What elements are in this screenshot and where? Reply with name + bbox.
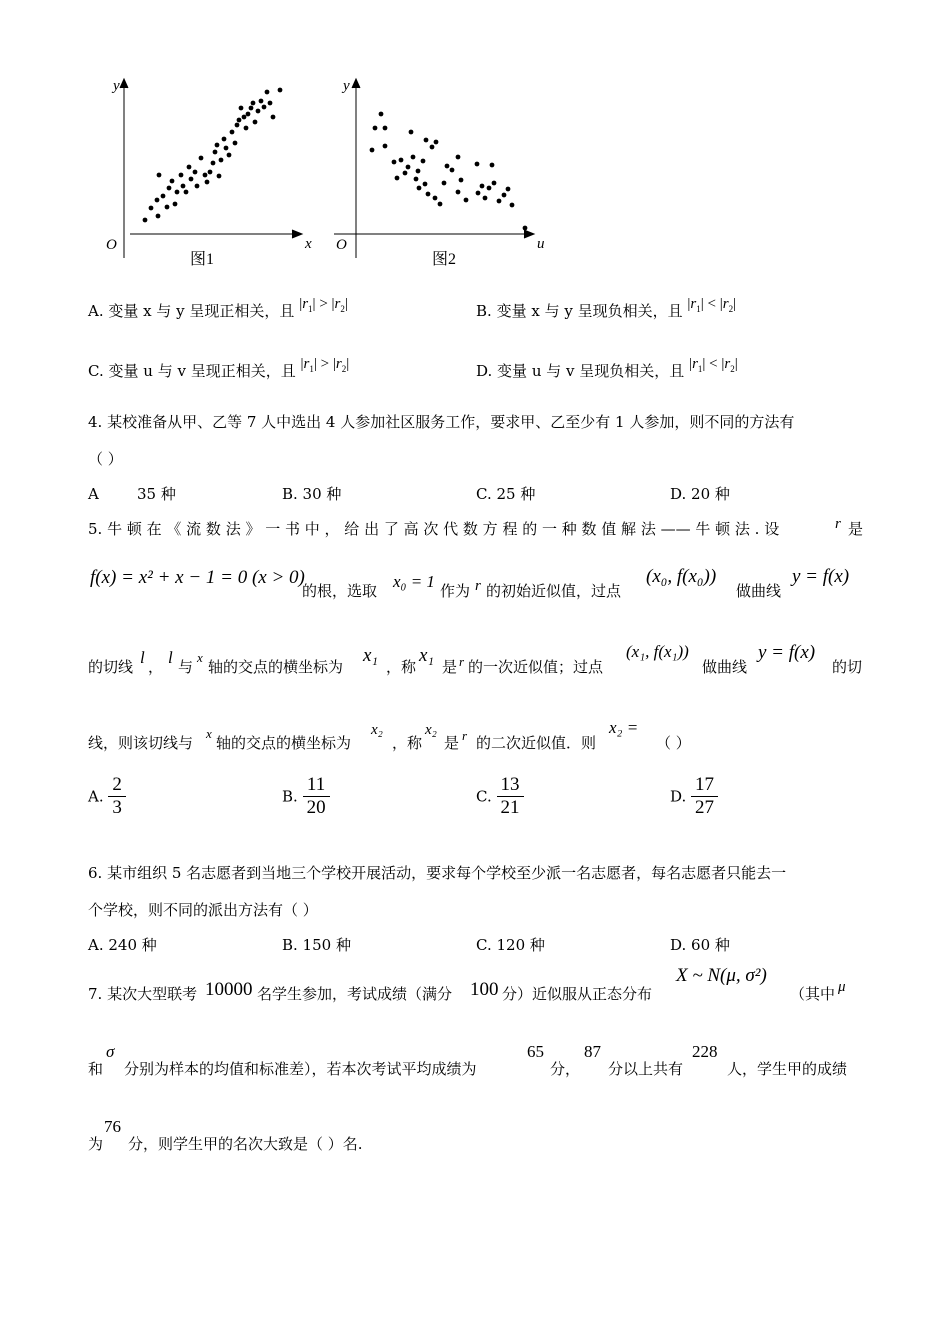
abs-relation: $|r_1| < |r_2|$ — [687, 296, 737, 314]
scatter-point — [265, 90, 270, 95]
scatter-point — [395, 176, 400, 181]
option-key: D. — [476, 362, 493, 380]
q5-text: 的根，选取 — [302, 582, 378, 600]
q5-text: 是 — [442, 658, 458, 676]
q6-option-c: C. 120 种 — [476, 936, 545, 954]
scatter-point — [510, 203, 515, 208]
q5-point-1: (x₁, f(x₁)) — [626, 642, 689, 661]
q4-option-a: A 35 种 — [88, 485, 176, 503]
scatter-point — [459, 178, 464, 183]
scatter-point — [219, 158, 224, 163]
option-text: 变量 x 与 y 呈现正相关，且 — [108, 302, 295, 320]
scatter-point — [464, 198, 469, 203]
scatter-point — [149, 206, 154, 211]
q5-x1: x₁ — [363, 645, 379, 666]
q5-text: 做曲线 — [702, 658, 748, 676]
scatter-point — [424, 138, 429, 143]
scatter-point — [450, 168, 455, 173]
scatter-point — [173, 202, 178, 207]
scatter-point — [233, 141, 238, 146]
q7-text: 分）近似服从正态分布 — [502, 985, 653, 1003]
scatter-point — [224, 146, 229, 151]
scatter-point — [244, 126, 249, 131]
q4-option-b: B. 30 种 — [282, 485, 342, 503]
scatter-point — [442, 181, 447, 186]
q6-stem: 6. 某市组织 5 名志愿者到当地三个学校开展活动，要求每个学校至少派一名志愿者，每名志愿者只能去一 — [88, 864, 787, 882]
scatter-point — [193, 170, 198, 175]
scatter-point — [179, 173, 184, 178]
q5-r: r — [835, 516, 841, 532]
scatter-point — [475, 162, 480, 167]
scatter-point — [278, 88, 283, 93]
scatter-point — [230, 130, 235, 135]
q5-text: 的切线 — [88, 658, 134, 676]
q4-option-d: D. 20 种 — [670, 485, 730, 503]
scatter-point — [421, 159, 426, 164]
scatter-point — [434, 140, 439, 145]
q4-stem: 4. 某校准备从甲、乙等 7 人中选出 4 人参加社区服务工作，要求甲、乙至少有 1 人参加，则不同的方法有 — [88, 413, 795, 431]
q5-option-c — [476, 774, 524, 819]
q5-r: r — [462, 728, 468, 743]
scatter-point — [411, 155, 416, 160]
q5-text: 5. 牛 顿 在 《 流 数 法 》 一 书 中 ， 给 出 了 高 次 代 数 方 程 的 一 种 数 值 解 法 —— 牛 顿 法 . 设 — [88, 520, 780, 538]
scatter-point — [199, 156, 204, 161]
scatter-point — [480, 184, 485, 189]
scatter-point — [256, 109, 261, 114]
scatter-point — [195, 184, 200, 189]
scatter-point — [237, 118, 242, 123]
option-key: A. — [88, 787, 104, 806]
q5-point-0: (x₀, f(x₀)) — [646, 566, 717, 587]
q4-blank: （ ） — [88, 450, 123, 468]
q6-stem-2: 个学校，则不同的派出方法有（ ） — [88, 901, 318, 919]
scatter-point — [487, 186, 492, 191]
q5-text: （ ） — [656, 734, 691, 752]
q5-x2: x₂ — [425, 722, 437, 738]
scatter-point — [423, 182, 428, 187]
q5-x2: x₂ — [371, 722, 383, 738]
scatter-point — [175, 190, 180, 195]
scatter-point — [383, 144, 388, 149]
scatter-point — [406, 165, 411, 170]
q7-text: 和 — [88, 1060, 104, 1078]
q5-r: r — [475, 578, 481, 594]
scatter-point — [242, 115, 247, 120]
q5-option-a — [88, 774, 126, 819]
q5-r: r — [459, 654, 465, 669]
fraction: $\frac{2}{3}$ — [108, 774, 126, 819]
scatter-point — [502, 193, 507, 198]
option-key: D. — [670, 787, 687, 806]
scatter-point — [399, 158, 404, 163]
fig2-caption: 图2 — [432, 251, 457, 268]
scatter-point — [239, 106, 244, 111]
scatter-point — [490, 163, 495, 168]
q7-score: 87 — [584, 1042, 601, 1061]
figure-1-points — [143, 88, 283, 223]
figure-2-points — [370, 112, 528, 231]
scatter-point — [165, 205, 170, 210]
option-key: B. — [282, 787, 298, 806]
q3-option-c — [88, 356, 350, 382]
scatter-point — [379, 112, 384, 117]
q5-text: 的初始近似值，过点 — [486, 582, 622, 600]
scatter-point — [205, 180, 210, 185]
scatter-point — [492, 181, 497, 186]
scatter-point — [203, 173, 208, 178]
q7-text: 为 — [88, 1135, 104, 1153]
q6-option-d: D. 60 种 — [670, 936, 730, 954]
q7-text: 分，则学生甲的名次大致是（ ）名. — [128, 1135, 363, 1153]
scatter-point — [143, 218, 148, 223]
scatter-point — [456, 190, 461, 195]
fraction: $\frac{11}{20}$ — [303, 774, 330, 819]
scatter-point — [157, 173, 162, 178]
scatter-point — [155, 198, 160, 203]
scatter-point — [414, 177, 419, 182]
scatter-point — [170, 179, 175, 184]
scatter-point — [262, 105, 267, 110]
q7-distribution: X ~ N(μ, σ²) — [676, 965, 767, 986]
scatter-point — [227, 153, 232, 158]
scatter-point — [235, 123, 240, 128]
scatter-point — [167, 186, 172, 191]
q3-option-d — [476, 356, 738, 382]
scatter-point — [476, 191, 481, 196]
option-text: 变量 u 与 v 呈现负相关，且 — [497, 362, 685, 380]
scatter-point — [370, 148, 375, 153]
scatter-point — [208, 170, 213, 175]
q7-text: 人，学生甲的成绩 — [727, 1060, 848, 1078]
fraction: $\frac{13}{21}$ — [497, 774, 524, 819]
scatter-figures — [0, 0, 950, 280]
fraction: $\frac{17}{27}$ — [691, 774, 718, 819]
scatter-point — [213, 150, 218, 155]
scatter-point — [383, 126, 388, 131]
q3-option-a — [88, 296, 348, 322]
q5-text: ，称 — [386, 658, 417, 676]
scatter-point — [161, 194, 166, 199]
q6-option-b: B. 150 种 — [282, 936, 351, 954]
scatter-point — [222, 137, 227, 142]
option-key: C. — [88, 362, 104, 380]
scatter-point — [456, 155, 461, 160]
scatter-point — [403, 171, 408, 176]
q5-x0: x₀ = 1 — [393, 572, 435, 591]
q5-line-1 — [88, 518, 779, 539]
q5-option-b — [282, 774, 330, 819]
scatter-point — [497, 199, 502, 204]
q5-text: 与 — [178, 658, 194, 676]
fig1-y-label: y — [113, 78, 120, 94]
figure-1 — [120, 79, 302, 258]
fig2-y-label: y — [343, 78, 350, 94]
q7-avg: 65 — [527, 1042, 544, 1061]
scatter-point — [187, 165, 192, 170]
q5-l: l — [168, 648, 173, 667]
q7-text: （其中 — [790, 985, 836, 1003]
q7-text: 分以上共有 — [608, 1060, 684, 1078]
abs-relation: $|r_1| > |r_2|$ — [300, 356, 350, 374]
q5-option-d — [670, 774, 718, 819]
q5-function: f(x) = x² + x − 1 = 0 (x > 0) — [90, 567, 305, 588]
abs-relation: $|r_1| > |r_2|$ — [299, 296, 348, 314]
q6-option-a: A. 240 种 — [88, 936, 157, 954]
scatter-point — [246, 112, 251, 117]
scatter-point — [426, 192, 431, 197]
q5-curve: y = f(x) — [792, 566, 850, 587]
q5-text: 做曲线 — [736, 582, 782, 600]
q5-x1: x₁ — [419, 645, 435, 666]
q5-l: l — [140, 648, 145, 667]
q7-n: 10000 — [205, 979, 253, 1000]
scatter-point — [433, 196, 438, 201]
scatter-point — [259, 99, 264, 104]
q5-text: 作为 — [440, 582, 471, 600]
q5-text: 的二次近似值．则 — [476, 734, 597, 752]
q5-x2-eq: x₂ = — [609, 718, 639, 737]
scatter-point — [249, 106, 254, 111]
q5-text: 的切 — [832, 658, 863, 676]
option-key: A. — [88, 302, 104, 320]
q5-text: ， — [148, 658, 164, 676]
q7-text: 名学生参加，考试成绩（满分 — [257, 985, 453, 1003]
scatter-point — [417, 186, 422, 191]
scatter-point — [253, 120, 258, 125]
option-text: 变量 x 与 y 呈现负相关，且 — [496, 302, 683, 320]
scatter-point — [523, 226, 528, 231]
scatter-point — [156, 214, 161, 219]
scatter-point — [181, 184, 186, 189]
option-text: 变量 u 与 v 呈现正相关，且 — [108, 362, 296, 380]
abs-relation: $|r_1| < |r_2|$ — [689, 356, 738, 374]
q5-curve: y = f(x) — [758, 642, 816, 663]
q7-text: 7. 某次大型联考 — [88, 985, 198, 1003]
scatter-point — [271, 115, 276, 120]
fig1-caption: 图1 — [190, 251, 215, 268]
scatter-point — [416, 169, 421, 174]
q7-mu: μ — [838, 979, 846, 995]
q5-text: 是 — [444, 734, 460, 752]
q7-text: 分， — [550, 1060, 581, 1078]
scatter-point — [373, 126, 378, 131]
option-key: B. — [476, 302, 492, 320]
q5-x: x — [206, 726, 212, 741]
scatter-point — [215, 143, 220, 148]
fig1-x-label: x — [305, 236, 312, 252]
q5-shi: 是 — [848, 520, 864, 538]
scatter-point — [211, 161, 216, 166]
scatter-point — [217, 174, 222, 179]
scatter-point — [445, 164, 450, 169]
figure-2 — [334, 79, 534, 258]
option-key: C. — [476, 787, 492, 806]
q5-text: ，称 — [392, 734, 423, 752]
fig2-x-label: u — [537, 236, 545, 252]
scatter-point — [483, 196, 488, 201]
q7-full: 100 — [470, 979, 499, 1000]
scatter-point — [409, 130, 414, 135]
q3-option-b — [476, 296, 737, 322]
scatter-point — [506, 187, 511, 192]
q5-x: x — [197, 650, 203, 665]
q7-count: 228 — [692, 1042, 718, 1061]
scatter-point — [251, 101, 256, 106]
q5-text: 线，则该切线与 — [88, 734, 194, 752]
scatter-point — [184, 190, 189, 195]
scatter-point — [438, 202, 443, 207]
q7-score-jia: 76 — [104, 1117, 121, 1136]
fig2-origin: O — [336, 237, 347, 253]
scatter-point — [189, 177, 194, 182]
fig1-origin: O — [106, 237, 117, 253]
scatter-point — [430, 145, 435, 150]
scatter-point — [268, 101, 273, 106]
q5-text: 轴的交点的横坐标为 — [216, 734, 352, 752]
q5-text: 轴的交点的横坐标为 — [208, 658, 344, 676]
q4-option-c: C. 25 种 — [476, 485, 536, 503]
q5-text: 的一次近似值；过点 — [468, 658, 604, 676]
q7-text: 分别为样本的均值和标准差），若本次考试平均成绩为 — [124, 1060, 477, 1078]
q7-sigma: σ — [106, 1042, 115, 1061]
scatter-point — [392, 160, 397, 165]
